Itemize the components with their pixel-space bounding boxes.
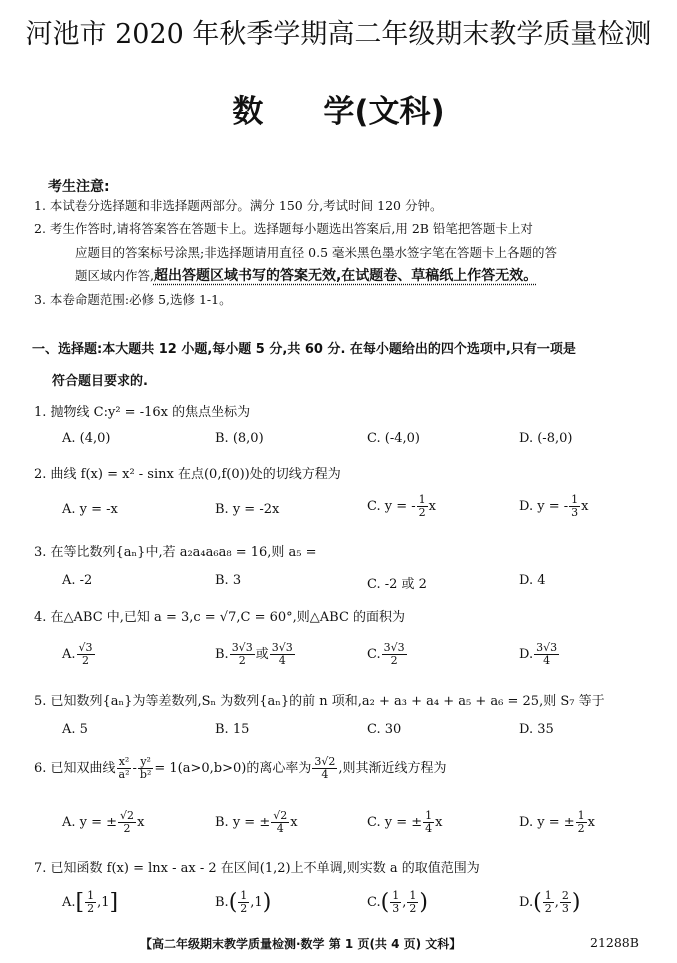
q1-option-a: A. (4,0) bbox=[62, 431, 111, 446]
q1-option-c: C. (-4,0) bbox=[367, 431, 420, 446]
q3-option-b: B. 3 bbox=[215, 573, 242, 588]
q2-option-d: D. y = - $\frac{1}{3}$ x bbox=[519, 493, 589, 519]
q4-option-c: C. $\frac{3√3}{2}$ bbox=[367, 641, 405, 667]
footer-code: 21288B bbox=[590, 935, 639, 950]
q4-option-b: B. $\frac{3√3}{2}$ 或 $\frac{3√3}{4}$ bbox=[215, 641, 293, 667]
notice-item-2-line-3 bbox=[75, 268, 675, 284]
q2-option-a: A. y = -x bbox=[62, 502, 118, 517]
q3-option-c: C. -2 或 2 bbox=[367, 577, 427, 592]
q1-option-d: D. (-8,0) bbox=[519, 431, 573, 446]
q3-option-d: D. 4 bbox=[519, 573, 546, 588]
footer-label: 【高二年级期末教学质量检测·数学 第 1 页(共 4 页) 文科】 bbox=[140, 937, 462, 951]
notice-item-2-line-1: 2. 考生作答时,请将答案答在答题卡上。选择题每小题选出答案后,用 2B 铅笔把答题卡上对 bbox=[34, 221, 533, 236]
question-4-stem: 4. 在△ABC 中,已知 a = 3,c = √7,C = 60°,则△ABC 的面积为 bbox=[34, 610, 406, 625]
question-3-stem: 3. 在等比数列{aₙ}中,若 a₂a₄a₆a₈ = 16,则 a₅ = bbox=[34, 545, 317, 560]
notice-item-3: 3. 本卷命题范围:必修 5,选修 1-1。 bbox=[34, 292, 232, 307]
q2-option-b: B. y = -2x bbox=[215, 502, 280, 517]
notice-heading: 考生注意: bbox=[48, 179, 110, 195]
q2-option-c: C. y = - $\frac{1}{2}$ x bbox=[367, 493, 436, 519]
question-6-stem: 6. 已知双曲线 $\frac{\text{x²}}{\text{a²}}$ - $\frac{\text{y²}}{\text{b²}}$ = 1(a>0,b>0)的离心率为 $\frac{3√2}{4}$ ,则其渐近线方程为 bbox=[34, 755, 447, 781]
section-heading-cont: 符合题目要求的. bbox=[52, 374, 148, 389]
notice-item-2-plain: 题区域内作答, bbox=[75, 268, 154, 283]
question-7-stem: 7. 已知函数 f(x) = lnx - ax - 2 在区间(1,2)上不单调,则实数 a 的取值范围为 bbox=[34, 861, 480, 876]
subject-char-2: 学(文科) bbox=[323, 94, 445, 130]
q1-option-b: B. (8,0) bbox=[215, 431, 264, 446]
question-1-stem: 1. 抛物线 C:y² = -16x 的焦点坐标为 bbox=[34, 405, 251, 420]
exam-title: 河池市 2020 年秋季学期高二年级期末教学质量检测 bbox=[25, 19, 652, 50]
q7-option-b: B.( $\frac{1}{2}$ ,1) bbox=[215, 889, 272, 915]
q6-option-c: C. y = ± $\frac{1}{4}$ x bbox=[367, 809, 443, 835]
q7-option-d: D.( $\frac{1}{2}$ , $\frac{2}{3}$ ) bbox=[519, 889, 581, 915]
q7-option-a: A.[ $\frac{1}{2}$ ,1] bbox=[62, 889, 119, 915]
q6-option-a: A. y = ± $\frac{√2}{2}$ x bbox=[62, 809, 145, 835]
q5-option-a: A. 5 bbox=[62, 722, 88, 737]
q6-option-d: D. y = ± $\frac{1}{2}$ x bbox=[519, 809, 595, 835]
q5-option-c: C. 30 bbox=[367, 722, 402, 737]
notice-item-2-line-2: 应题目的答案标号涂黑;非选择题请用直径 0.5 毫米黑色墨水签字笔在答题卡上各题的答 bbox=[75, 245, 558, 260]
q4-option-a: A. $\frac{√3}{2}$ bbox=[62, 641, 93, 667]
section-heading: 一、选择题:本大题共 12 小题,每小题 5 分,共 60 分. 在每小题给出的四个选项中,只有一项是 bbox=[32, 342, 576, 357]
subject-title bbox=[0, 86, 677, 131]
q4-option-d: D. $\frac{3√3}{4}$ bbox=[519, 641, 558, 667]
q3-option-a: A. -2 bbox=[62, 573, 93, 588]
q6-option-b: B. y = ± $\frac{√2}{4}$ x bbox=[215, 809, 298, 835]
q5-option-d: D. 35 bbox=[519, 722, 554, 737]
subject-char-1: 数 bbox=[232, 94, 264, 130]
notice-item-2-emphasis: 超出答题区域书写的答案无效,在试题卷、草稿纸上作答无效。 bbox=[153, 268, 538, 284]
q5-option-b: B. 15 bbox=[215, 722, 250, 737]
notice-item-1: 1. 本试卷分选择题和非选择题两部分。满分 150 分,考试时间 120 分钟。 bbox=[34, 198, 443, 213]
question-5-stem: 5. 已知数列{aₙ}为等差数列,Sₙ 为数列{aₙ}的前 n 项和,a₂ + a₃ + a₄ + a₅ + a₆ = 25,则 S₇ 等于 bbox=[34, 694, 605, 709]
q7-option-c: C.( $\frac{1}{3}$ , $\frac{1}{2}$ ) bbox=[367, 889, 428, 915]
question-2-stem: 2. 曲线 f(x) = x² - sinx 在点(0,f(0))处的切线方程为 bbox=[34, 467, 341, 482]
